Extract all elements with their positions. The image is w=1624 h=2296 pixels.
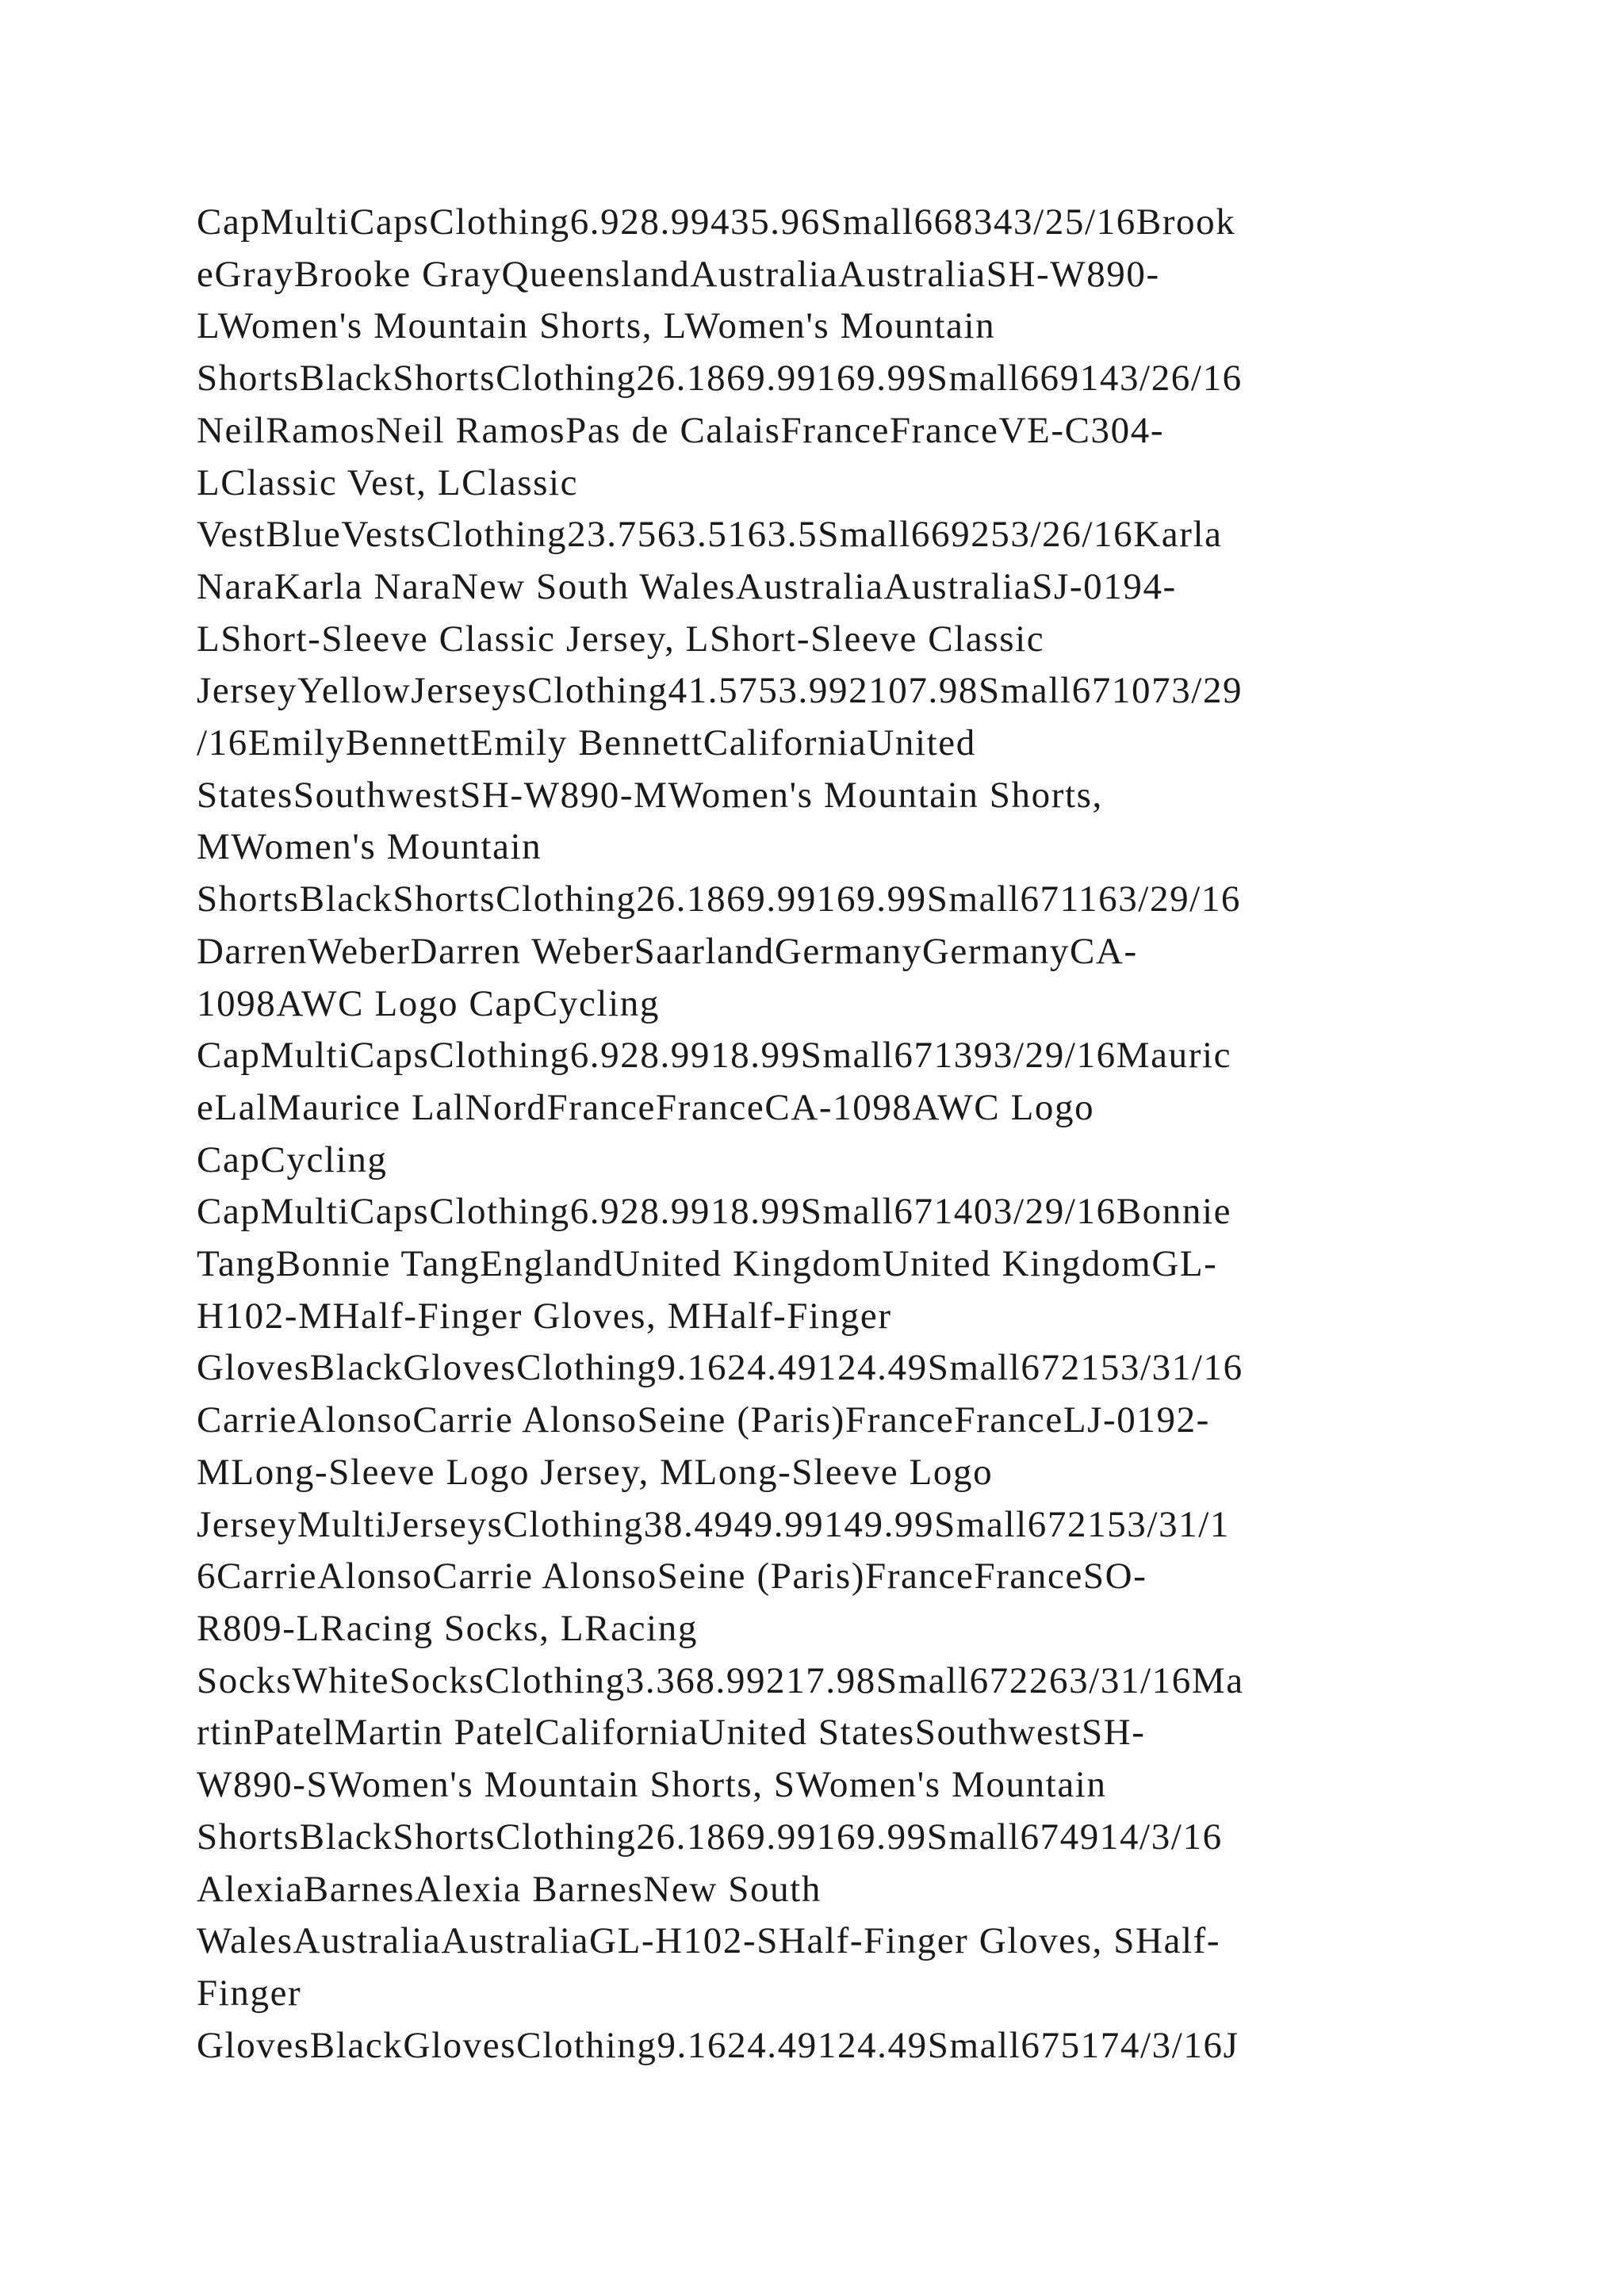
text-line: CapMultiCapsClothing6.928.9918.99Small671393/29/16Mauric	[197, 1035, 1232, 1077]
text-line: MWomen's Mountain	[197, 826, 542, 868]
text-line: eGrayBrooke GrayQueenslandAustraliaAustraliaSH-W890-	[197, 253, 1160, 295]
text-line: DarrenWeberDarren WeberSaarlandGermanyGermanyCA-	[197, 930, 1138, 972]
text-line: GlovesBlackGlovesClothing9.1624.49124.49Small675174/3/16J	[197, 2024, 1239, 2066]
text-line: W890-SWomen's Mountain Shorts, SWomen's Mountain	[197, 1764, 1107, 1806]
text-line: eLalMaurice LalNordFranceFranceCA-1098AWC Logo	[197, 1086, 1095, 1128]
text-line: LClassic Vest, LClassic	[197, 461, 579, 503]
text-line: LShort-Sleeve Classic Jersey, LShort-Sleeve Classic	[197, 618, 1045, 660]
text-line: H102-MHalf-Finger Gloves, MHalf-Finger	[197, 1295, 892, 1337]
text-line: R809-LRacing Socks, LRacing	[197, 1607, 698, 1649]
text-line: /16EmilyBennettEmily BennettCaliforniaUnited	[197, 722, 976, 764]
text-line: GlovesBlackGlovesClothing9.1624.49124.49Small672153/31/16	[197, 1347, 1243, 1389]
text-line: CapMultiCapsClothing6.928.9918.99Small671403/29/16Bonnie	[197, 1191, 1232, 1233]
text-line: NeilRamosNeil RamosPas de CalaisFranceFranceVE-C304-	[197, 409, 1165, 451]
text-line: Finger	[197, 1972, 302, 2014]
text-line: ShortsBlackShortsClothing26.1869.99169.99Small669143/26/16	[197, 358, 1243, 400]
text-line: WalesAustraliaAustraliaGL-H102-SHalf-Finger Gloves, SHalf-	[197, 1920, 1221, 1962]
text-line: VestBlueVestsClothing23.7563.5163.5Small669253/26/16Karla	[197, 514, 1223, 556]
text-line: SocksWhiteSocksClothing3.368.99217.98Small672263/31/16Ma	[197, 1659, 1244, 1701]
text-line: rtinPatelMartin PatelCaliforniaUnited StatesSouthwestSH-	[197, 1712, 1146, 1754]
text-line: CarrieAlonsoCarrie AlonsoSeine (Paris)FranceFranceLJ-0192-	[197, 1399, 1210, 1441]
text-line: AlexiaBarnesAlexia BarnesNew South	[197, 1868, 822, 1910]
document-text-block	[197, 197, 1465, 2072]
text-line: TangBonnie TangEnglandUnited KingdomUnited KingdomGL-	[197, 1243, 1218, 1285]
text-line: JerseyYellowJerseysClothing41.5753.992107.98Small671073/29	[197, 670, 1243, 712]
text-line: 1098AWC Logo CapCycling	[197, 982, 660, 1024]
text-line: NaraKarla NaraNew South WalesAustraliaAustraliaSJ-0194-	[197, 565, 1177, 607]
text-line: StatesSouthwestSH-W890-MWomen's Mountain Shorts,	[197, 774, 1103, 816]
text-line: LWomen's Mountain Shorts, LWomen's Mountain	[197, 305, 996, 347]
text-line: 6CarrieAlonsoCarrie AlonsoSeine (Paris)FranceFranceSO-	[197, 1556, 1147, 1598]
text-line: CapMultiCapsClothing6.928.99435.96Small668343/25/16Brook	[197, 201, 1236, 243]
text-line: ShortsBlackShortsClothing26.1869.99169.99Small674914/3/16	[197, 1816, 1223, 1858]
text-line: ShortsBlackShortsClothing26.1869.99169.99Small671163/29/16	[197, 878, 1242, 920]
text-line: MLong-Sleeve Logo Jersey, MLong-Sleeve Logo	[197, 1451, 994, 1493]
text-line: JerseyMultiJerseysClothing38.4949.99149.99Small672153/31/1	[197, 1503, 1231, 1545]
text-line: CapCycling	[197, 1138, 388, 1181]
